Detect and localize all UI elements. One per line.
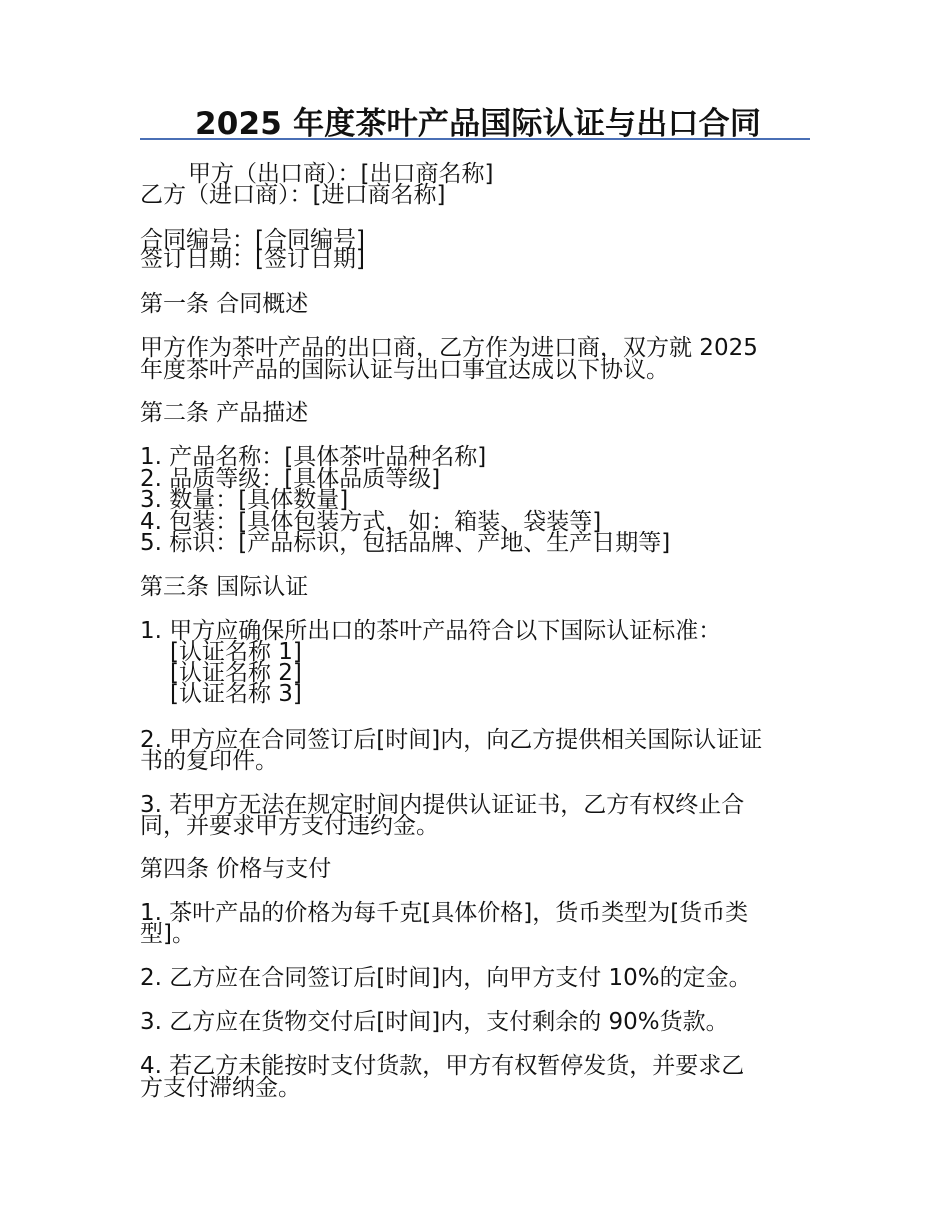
article-3-item-3: 3. 若甲方无法在规定时间内提供认证证书，乙方有权终止合: [140, 792, 745, 818]
party-a: 甲方（出口商）：[出口商名称]: [188, 161, 494, 187]
article-4-item-3: 3. 乙方应在货物交付后[时间]内，支付剩余的 90%货款。: [140, 1009, 729, 1035]
article-3-item-1: 1. 甲方应确保所出口的茶叶产品符合以下国际认证标准：: [140, 618, 722, 644]
party-b: 乙方（进口商）：[进口商名称]: [140, 182, 446, 208]
article-4-item-4-cont: 方支付滞纳金。: [140, 1075, 301, 1101]
list-item: 2. 品质等级：[具体品质等级]: [140, 466, 441, 492]
list-item: 3. 数量：[具体数量]: [140, 487, 349, 513]
article-2-heading: 第二条 产品描述: [140, 400, 309, 426]
cert-item: [认证名称 2]: [170, 660, 302, 686]
article-4-item-1-cont: 型]。: [140, 921, 195, 947]
sign-date: 签订日期：[签订日期]: [140, 246, 365, 272]
document-title: 2025 年度茶叶产品国际认证与出口合同: [195, 106, 762, 142]
article-3-item-2: 2. 甲方应在合同签订后[时间]内，向乙方提供相关国际认证证: [140, 727, 763, 753]
article-3-heading: 第三条 国际认证: [140, 574, 309, 600]
cert-item: [认证名称 1]: [170, 639, 302, 665]
article-4-item-1: 1. 茶叶产品的价格为每千克[具体价格]，货币类型为[货币类: [140, 900, 749, 926]
article-1-heading: 第一条 合同概述: [140, 291, 309, 317]
title-underline: [140, 138, 810, 140]
list-item: 5. 标识：[产品标识，包括品牌、产地、生产日期等]: [140, 530, 671, 556]
article-4-item-4: 4. 若乙方未能按时支付货款，甲方有权暂停发货，并要求乙: [140, 1053, 745, 1079]
article-1-line: 甲方作为茶叶产品的出口商，乙方作为进口商，双方就 2025: [140, 335, 758, 361]
article-3-item-2-cont: 书的复印件。: [140, 748, 278, 774]
article-3-item-3-cont: 同，并要求甲方支付违约金。: [140, 813, 439, 839]
list-item: 1. 产品名称：[具体茶叶品种名称]: [140, 444, 487, 470]
article-4-item-2: 2. 乙方应在合同签订后[时间]内，向甲方支付 10%的定金。: [140, 965, 752, 991]
article-4-heading: 第四条 价格与支付: [140, 856, 332, 882]
list-item: 4. 包装：[具体包装方式，如：箱装、袋装等]: [140, 509, 602, 535]
article-1-line: 年度茶叶产品的国际认证与出口事宜达成以下协议。: [140, 357, 669, 383]
contract-number: 合同编号：[合同编号]: [140, 227, 365, 253]
cert-item: [认证名称 3]: [170, 681, 302, 707]
